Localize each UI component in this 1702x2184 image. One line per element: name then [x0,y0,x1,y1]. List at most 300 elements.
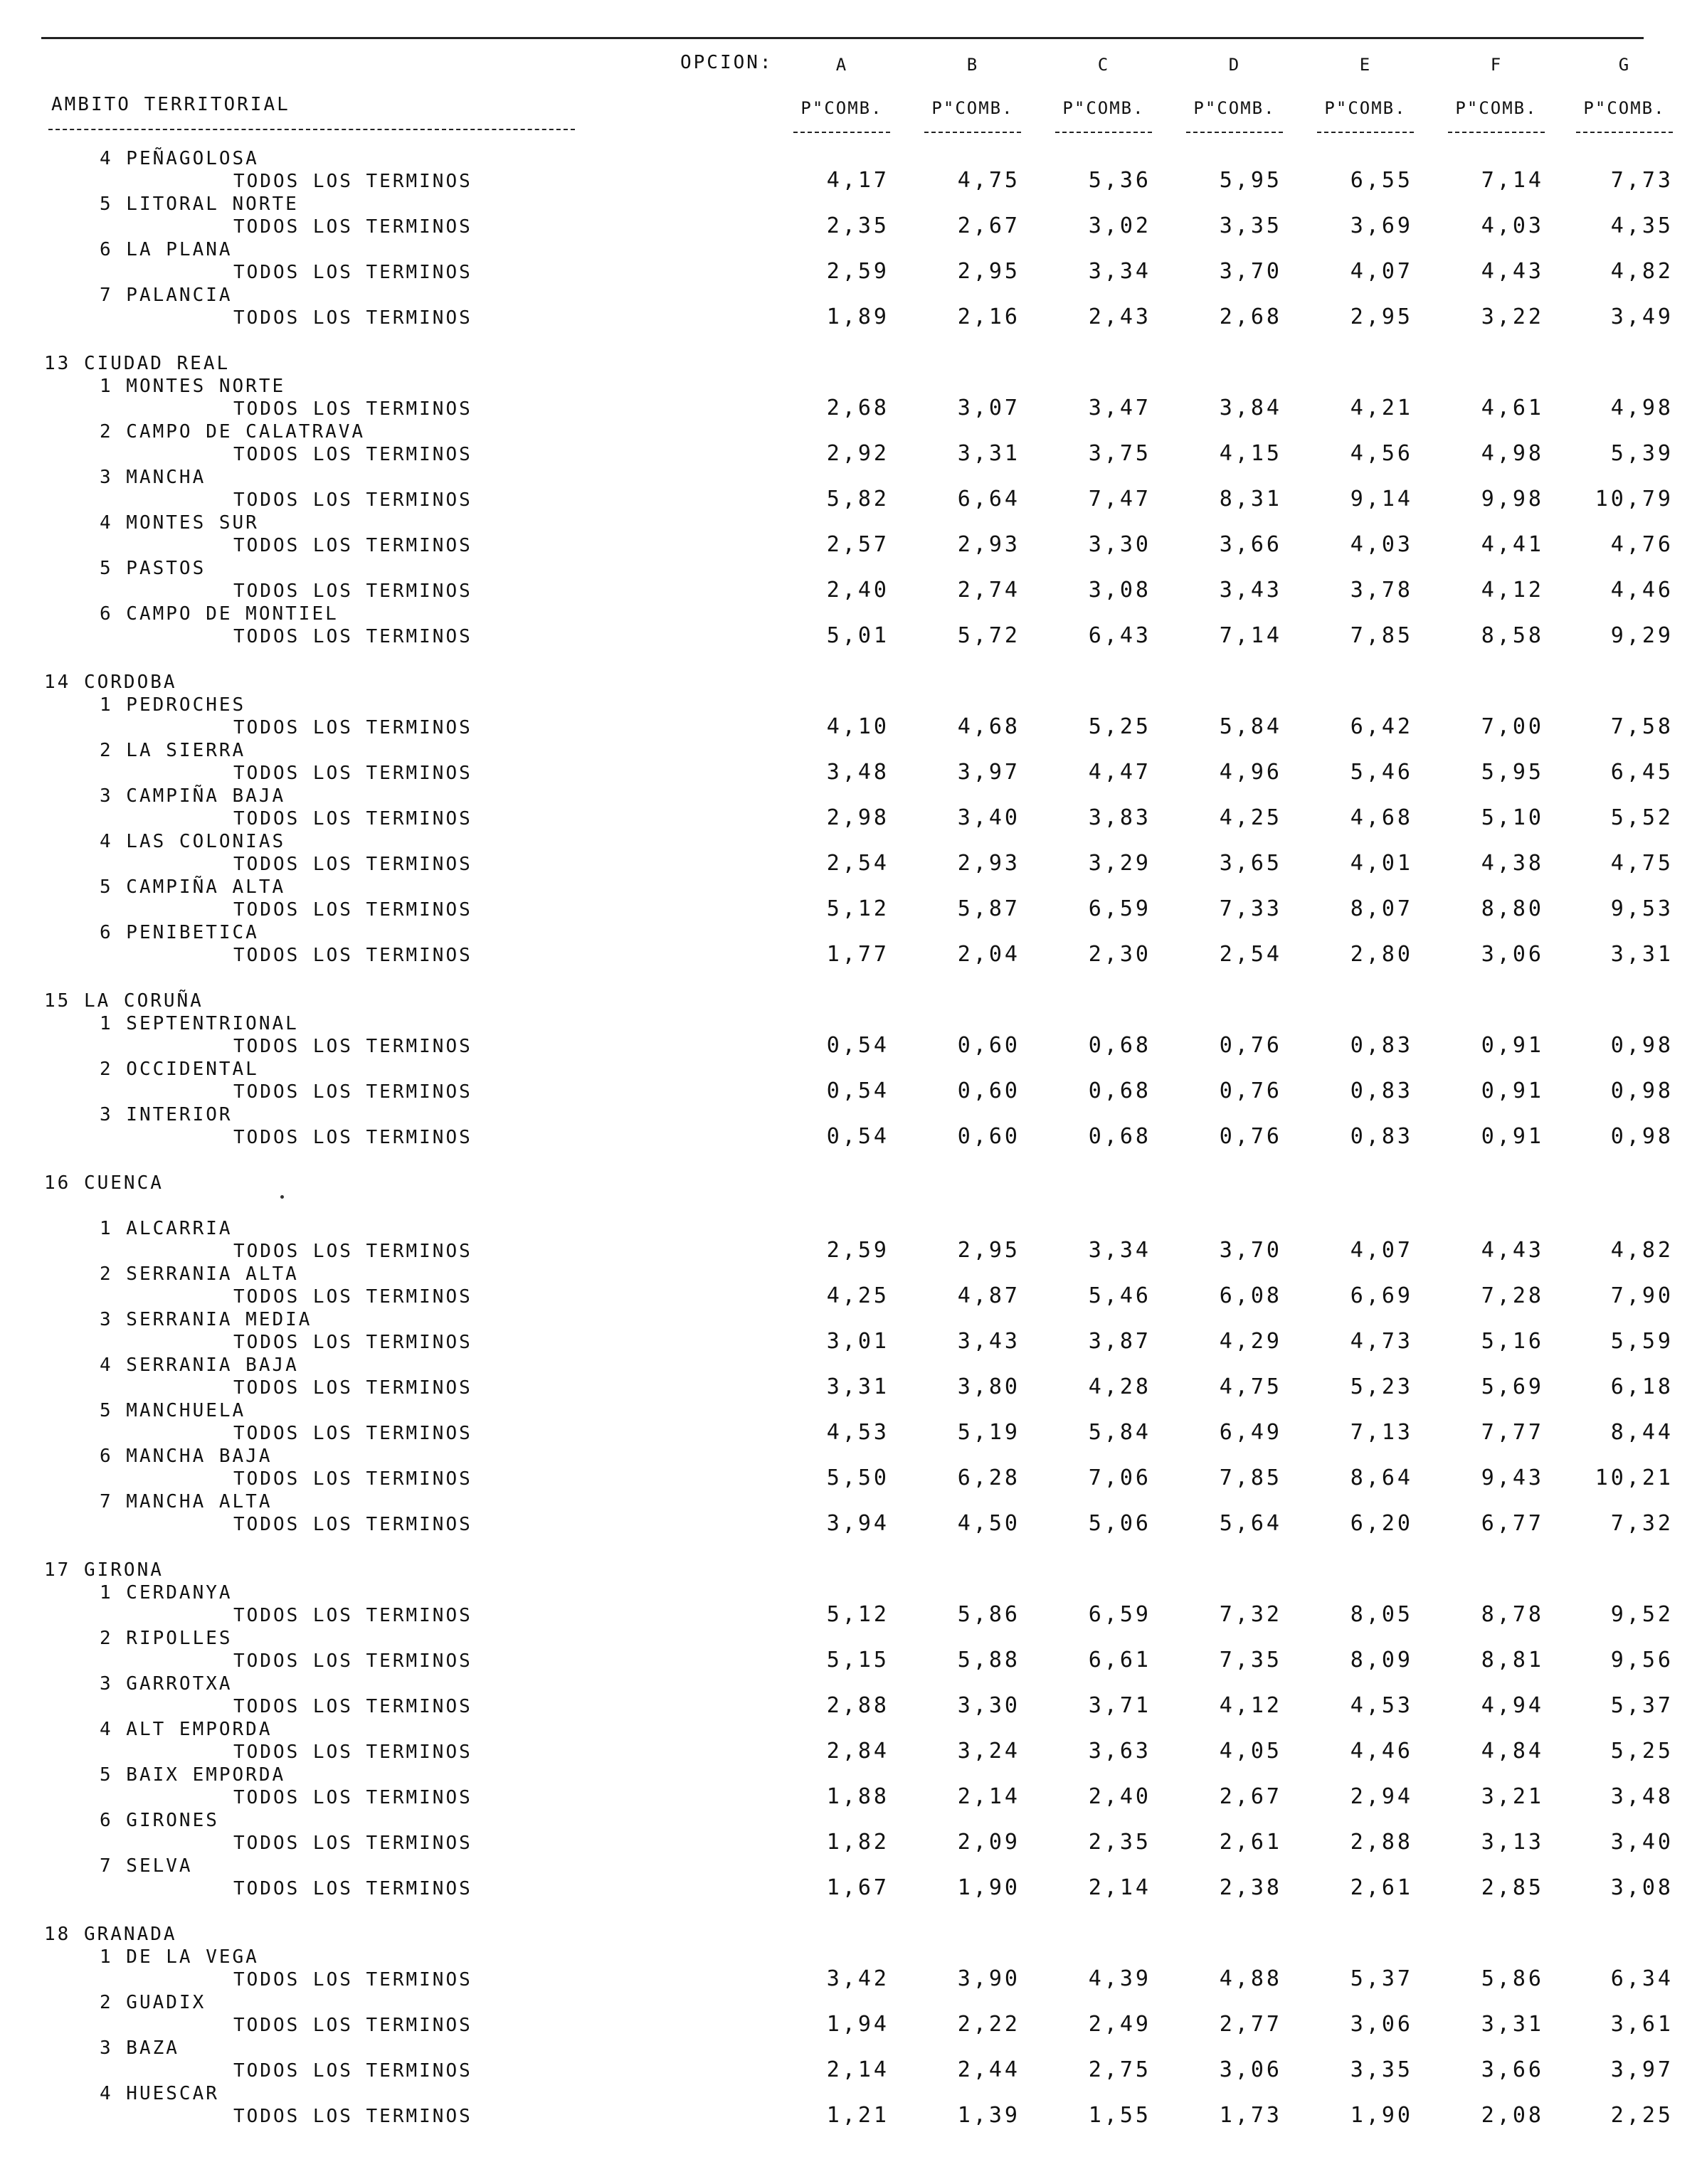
cell-value: 3,35 [1350,2057,1413,2082]
cell-value: 2,44 [957,2057,1020,2082]
cell-value: 7,14 [1481,168,1544,193]
comarca-label: 6 PENIBETICA [100,922,259,943]
row-label: TODOS LOS TERMINOS [233,1878,472,1899]
cell-value: 0,54 [826,1124,889,1149]
cell-value: 1,73 [1219,2103,1282,2128]
cell-value: 2,74 [957,578,1020,603]
comarca-label: 4 SERRANIA BAJA [100,1355,299,1376]
cell-value: 5,69 [1481,1374,1544,1399]
comarca-label: 1 PEDROCHES [100,694,246,716]
cell-value: 2,08 [1481,2103,1544,2128]
cell-value: 3,07 [957,396,1020,420]
comarca-label: 7 MANCHA ALTA [100,1491,273,1512]
cell-value: 2,35 [826,213,889,238]
cell-value: 2,09 [957,1830,1020,1855]
cell-value: 2,84 [826,1739,889,1764]
cell-value: 4,46 [1350,1739,1413,1764]
row-label: TODOS LOS TERMINOS [233,262,472,283]
cell-value: 7,47 [1088,487,1151,511]
cell-value: 1,90 [957,1875,1020,1900]
cell-value: 5,12 [826,896,889,921]
cell-value: 2,14 [826,2057,889,2082]
cell-value: 3,65 [1219,851,1282,876]
cell-value: 4,03 [1350,532,1413,557]
cell-value: 5,86 [957,1602,1020,1627]
row-label: TODOS LOS TERMINOS [233,1241,472,1262]
cell-value: 3,01 [826,1329,889,1354]
cell-value: 2,67 [957,213,1020,238]
cell-value: 7,58 [1610,714,1674,739]
row-label: TODOS LOS TERMINOS [233,535,472,556]
row-label: TODOS LOS TERMINOS [233,1286,472,1308]
cell-value: 6,18 [1610,1374,1674,1399]
cell-value: 2,93 [957,532,1020,557]
province-label: 16 CUENCA [44,1172,164,1194]
cell-value: 2,59 [826,259,889,284]
cell-value: 4,07 [1350,259,1413,284]
cell-value: 4,41 [1481,532,1544,557]
cell-value: 3,02 [1088,213,1151,238]
cell-value: 4,53 [1350,1693,1413,1718]
cell-value: 7,14 [1219,623,1282,648]
row-label: TODOS LOS TERMINOS [233,581,472,602]
column-underline [1186,132,1283,133]
comarca-label: 6 CAMPO DE MONTIEL [100,603,339,625]
cell-value: 4,25 [1219,805,1282,830]
cell-value: 5,95 [1219,168,1282,193]
cell-value: 4,56 [1350,441,1413,466]
row-label: TODOS LOS TERMINOS [233,489,472,511]
comarca-label: 3 INTERIOR [100,1104,233,1125]
cell-value: 0,98 [1610,1078,1674,1103]
cell-value: 3,61 [1610,2012,1674,2037]
column-underline [924,132,1021,133]
cell-value: 7,33 [1219,896,1282,921]
cell-value: 7,85 [1219,1465,1282,1490]
cell-value: 4,43 [1481,259,1544,284]
cell-value: 1,67 [826,1875,889,1900]
cell-value: 5,52 [1610,805,1674,830]
cell-value: 6,49 [1219,1420,1282,1445]
cell-value: 5,06 [1088,1511,1151,1536]
comarca-label: 1 SEPTENTRIONAL [100,1013,299,1034]
cell-value: 4,75 [1219,1374,1282,1399]
province-label: 15 LA CORUÑA [44,990,204,1012]
cell-value: 2,35 [1088,1830,1151,1855]
row-label: TODOS LOS TERMINOS [233,1514,472,1535]
cell-value: 8,80 [1481,896,1544,921]
cell-value: 1,90 [1350,2103,1413,2128]
cell-value: 3,43 [957,1329,1020,1354]
cell-value: 2,14 [957,1784,1020,1809]
comarca-label: 1 ALCARRIA [100,1218,233,1239]
row-label: TODOS LOS TERMINOS [233,171,472,192]
comarca-label: 3 BAZA [100,2037,179,2059]
row-label: TODOS LOS TERMINOS [233,1787,472,1808]
cell-value: 2,88 [826,1693,889,1718]
comarca-label: 5 BAIX EMPORDA [100,1764,286,1786]
comarca-label: 6 LA PLANA [100,239,233,260]
cell-value: 3,70 [1219,1238,1282,1263]
stray-dot [280,1195,284,1199]
cell-value: 4,05 [1219,1739,1282,1764]
cell-value: 2,61 [1350,1875,1413,1900]
cell-value: 4,07 [1350,1238,1413,1263]
cell-value: 4,73 [1350,1329,1413,1354]
cell-value: 2,61 [1219,1830,1282,1855]
cell-value: 3,70 [1219,259,1282,284]
comarca-label: 4 MONTES SUR [100,512,259,534]
cell-value: 8,44 [1610,1420,1674,1445]
comarca-label: 2 OCCIDENTAL [100,1059,259,1080]
cell-value: 0,54 [826,1078,889,1103]
cell-value: 8,78 [1481,1602,1544,1627]
cell-value: 4,28 [1088,1374,1151,1399]
cell-value: 2,30 [1088,942,1151,967]
cell-value: 8,31 [1219,487,1282,511]
row-label: TODOS LOS TERMINOS [233,1377,472,1399]
cell-value: 3,80 [957,1374,1020,1399]
cell-value: 0,60 [957,1033,1020,1058]
comarca-label: 7 PALANCIA [100,285,233,306]
cell-value: 2,75 [1088,2057,1151,2082]
row-label: TODOS LOS TERMINOS [233,1423,472,1444]
cell-value: 3,08 [1088,578,1151,603]
cell-value: 4,75 [1610,851,1674,876]
cell-value: 2,77 [1219,2012,1282,2037]
cell-value: 3,34 [1088,259,1151,284]
row-label: TODOS LOS TERMINOS [233,307,472,329]
row-label: TODOS LOS TERMINOS [233,1127,472,1148]
cell-value: 6,08 [1219,1283,1282,1308]
cell-value: 2,85 [1481,1875,1544,1900]
cell-value: 6,34 [1610,1966,1674,1991]
cell-value: 4,43 [1481,1238,1544,1263]
cell-value: 5,88 [957,1648,1020,1673]
cell-value: 1,82 [826,1830,889,1855]
cell-value: 5,86 [1481,1966,1544,1991]
cell-value: 3,84 [1219,396,1282,420]
cell-value: 4,01 [1350,851,1413,876]
cell-value: 0,98 [1610,1033,1674,1058]
cell-value: 4,21 [1350,396,1413,420]
cell-value: 2,54 [826,851,889,876]
cell-value: 1,21 [826,2103,889,2128]
cell-value: 3,78 [1350,578,1413,603]
cell-value: 4,46 [1610,578,1674,603]
cell-value: 8,81 [1481,1648,1544,1673]
cell-value: 7,06 [1088,1465,1151,1490]
cell-value: 6,45 [1610,760,1674,785]
cell-value: 3,30 [957,1693,1020,1718]
comarca-label: 4 HUESCAR [100,2083,219,2104]
cell-value: 5,37 [1350,1966,1413,1991]
cell-value: 3,87 [1088,1329,1151,1354]
cell-value: 8,05 [1350,1602,1413,1627]
cell-value: 1,94 [826,2012,889,2037]
cell-value: 5,39 [1610,441,1674,466]
row-label: TODOS LOS TERMINOS [233,1036,472,1057]
cell-value: 2,80 [1350,942,1413,967]
cell-value: 5,12 [826,1602,889,1627]
cell-value: 8,09 [1350,1648,1413,1673]
comarca-label: 3 CAMPIÑA BAJA [100,785,286,807]
cell-value: 7,13 [1350,1420,1413,1445]
cell-value: 4,61 [1481,396,1544,420]
cell-value: 5,84 [1219,714,1282,739]
column-subheader: P"COMB. [931,98,1014,118]
cell-value: 3,94 [826,1511,889,1536]
cell-value: 3,06 [1481,942,1544,967]
cell-value: 5,87 [957,896,1020,921]
cell-value: 3,47 [1088,396,1151,420]
row-label: TODOS LOS TERMINOS [233,2060,472,2082]
column-subheader: P"COMB. [800,98,883,118]
comarca-label: 6 GIRONES [100,1810,219,1831]
cell-value: 4,50 [957,1511,1020,1536]
cell-value: 3,30 [1088,532,1151,557]
cell-value: 2,04 [957,942,1020,967]
row-label: TODOS LOS TERMINOS [233,1468,472,1490]
cell-value: 3,06 [1350,2012,1413,2037]
cell-value: 7,28 [1481,1283,1544,1308]
row-label: TODOS LOS TERMINOS [233,1605,472,1626]
cell-value: 0,68 [1088,1124,1151,1149]
cell-value: 4,68 [957,714,1020,739]
cell-value: 0,91 [1481,1033,1544,1058]
cell-value: 5,23 [1350,1374,1413,1399]
cell-value: 1,77 [826,942,889,967]
cell-value: 4,76 [1610,532,1674,557]
cell-value: 4,15 [1219,441,1282,466]
cell-value: 5,25 [1088,714,1151,739]
cell-value: 10,21 [1595,1465,1674,1490]
cell-value: 0,98 [1610,1124,1674,1149]
comarca-label: 1 MONTES NORTE [100,376,286,397]
cell-value: 3,71 [1088,1693,1151,1718]
cell-value: 2,16 [957,304,1020,329]
cell-value: 9,29 [1610,623,1674,648]
cell-value: 5,84 [1088,1420,1151,1445]
cell-value: 4,39 [1088,1966,1151,1991]
cell-value: 3,49 [1610,304,1674,329]
row-label: TODOS LOS TERMINOS [233,1833,472,1854]
cell-value: 4,75 [957,168,1020,193]
row-label: TODOS LOS TERMINOS [233,216,472,238]
cell-value: 3,66 [1481,2057,1544,2082]
row-label: TODOS LOS TERMINOS [233,398,472,420]
cell-value: 5,01 [826,623,889,648]
cell-value: 5,16 [1481,1329,1544,1354]
cell-value: 3,69 [1350,213,1413,238]
cell-value: 4,25 [826,1283,889,1308]
cell-value: 3,97 [1610,2057,1674,2082]
cell-value: 3,66 [1219,532,1282,557]
cell-value: 4,47 [1088,760,1151,785]
column-letter: A [835,55,848,75]
cell-value: 2,98 [826,805,889,830]
cell-value: 6,28 [957,1465,1020,1490]
cell-value: 6,64 [957,487,1020,511]
cell-value: 0,83 [1350,1124,1413,1149]
cell-value: 4,82 [1610,1238,1674,1263]
cell-value: 4,88 [1219,1966,1282,1991]
top-rule [41,37,1644,39]
cell-value: 2,68 [826,396,889,420]
cell-value: 2,88 [1350,1830,1413,1855]
cell-value: 2,59 [826,1238,889,1263]
comarca-label: 4 LAS COLONIAS [100,831,286,852]
row-label: TODOS LOS TERMINOS [233,444,472,465]
cell-value: 2,43 [1088,304,1151,329]
cell-value: 5,95 [1481,760,1544,785]
cell-value: 4,96 [1219,760,1282,785]
cell-value: 9,52 [1610,1602,1674,1627]
cell-value: 4,98 [1610,396,1674,420]
cell-value: 2,95 [957,259,1020,284]
cell-value: 4,87 [957,1283,1020,1308]
cell-value: 2,40 [826,578,889,603]
column-letter: B [966,55,979,75]
cell-value: 0,68 [1088,1033,1151,1058]
row-label: TODOS LOS TERMINOS [233,899,472,921]
comarca-label: 7 SELVA [100,1855,193,1877]
cell-value: 7,85 [1350,623,1413,648]
cell-value: 3,35 [1219,213,1282,238]
cell-value: 6,42 [1350,714,1413,739]
cell-value: 3,34 [1088,1238,1151,1263]
cell-value: 3,40 [1610,1830,1674,1855]
province-label: 14 CORDOBA [44,672,177,693]
cell-value: 6,69 [1350,1283,1413,1308]
column-underline [1576,132,1673,133]
cell-value: 7,90 [1610,1283,1674,1308]
row-label: TODOS LOS TERMINOS [233,854,472,875]
cell-value: 3,22 [1481,304,1544,329]
cell-value: 2,93 [957,851,1020,876]
cell-value: 3,13 [1481,1830,1544,1855]
cell-value: 2,92 [826,441,889,466]
cell-value: 1,55 [1088,2103,1151,2128]
cell-value: 5,64 [1219,1511,1282,1536]
comarca-label: 2 CAMPO DE CALATRAVA [100,421,366,442]
cell-value: 6,55 [1350,168,1413,193]
cell-value: 9,56 [1610,1648,1674,1673]
cell-value: 5,46 [1088,1283,1151,1308]
cell-value: 3,21 [1481,1784,1544,1809]
cell-value: 7,73 [1610,168,1674,193]
cell-value: 7,35 [1219,1648,1282,1673]
cell-value: 5,46 [1350,760,1413,785]
cell-value: 2,57 [826,532,889,557]
cell-value: 5,59 [1610,1329,1674,1354]
column-letter: E [1359,55,1372,75]
column-letter: C [1097,55,1110,75]
cell-value: 2,40 [1088,1784,1151,1809]
comarca-label: 6 MANCHA BAJA [100,1446,273,1467]
cell-value: 9,43 [1481,1465,1544,1490]
cell-value: 2,94 [1350,1784,1413,1809]
row-label: TODOS LOS TERMINOS [233,1696,472,1717]
cell-value: 5,72 [957,623,1020,648]
province-label: 17 GIRONA [44,1559,164,1581]
cell-value: 3,63 [1088,1739,1151,1764]
comarca-label: 4 PEÑAGOLOSA [100,148,259,169]
cell-value: 3,48 [1610,1784,1674,1809]
cell-value: 4,29 [1219,1329,1282,1354]
cell-value: 2,68 [1219,304,1282,329]
row-label: TODOS LOS TERMINOS [233,1081,472,1103]
column-underline [1055,132,1152,133]
cell-value: 4,68 [1350,805,1413,830]
comarca-label: 1 DE LA VEGA [100,1946,259,1968]
column-subheader: P"COMB. [1455,98,1538,118]
comarca-label: 2 LA SIERRA [100,740,246,761]
comarca-label: 2 GUADIX [100,1992,206,2013]
cell-value: 4,03 [1481,213,1544,238]
row-label: TODOS LOS TERMINOS [233,1332,472,1353]
cell-value: 5,15 [826,1648,889,1673]
cell-value: 0,60 [957,1078,1020,1103]
cell-value: 7,00 [1481,714,1544,739]
comarca-label: 3 GARROTXA [100,1673,233,1695]
cell-value: 2,54 [1219,942,1282,967]
cell-value: 5,19 [957,1420,1020,1445]
cell-value: 6,20 [1350,1511,1413,1536]
cell-value: 5,50 [826,1465,889,1490]
cell-value: 3,06 [1219,2057,1282,2082]
cell-value: 5,36 [1088,168,1151,193]
cell-value: 8,58 [1481,623,1544,648]
cell-value: 3,40 [957,805,1020,830]
cell-value: 9,98 [1481,487,1544,511]
row-label: TODOS LOS TERMINOS [233,1969,472,1990]
column-letter: D [1228,55,1241,75]
row-label: TODOS LOS TERMINOS [233,626,472,647]
column-underline [1448,132,1545,133]
cell-value: 9,14 [1350,487,1413,511]
ambito-label: AMBITO TERRITORIAL [51,94,290,115]
cell-value: 0,91 [1481,1078,1544,1103]
cell-value: 2,95 [957,1238,1020,1263]
cell-value: 3,31 [957,441,1020,466]
comarca-label: 5 MANCHUELA [100,1400,246,1421]
cell-value: 8,64 [1350,1465,1413,1490]
cell-value: 3,43 [1219,578,1282,603]
row-label: TODOS LOS TERMINOS [233,763,472,784]
cell-value: 6,43 [1088,623,1151,648]
comarca-label: 2 SERRANIA ALTA [100,1263,299,1285]
column-subheader: P"COMB. [1193,98,1276,118]
cell-value: 2,95 [1350,304,1413,329]
cell-value: 3,08 [1610,1875,1674,1900]
cell-value: 0,68 [1088,1078,1151,1103]
cell-value: 3,31 [826,1374,889,1399]
column-subheader: P"COMB. [1583,98,1666,118]
cell-value: 2,38 [1219,1875,1282,1900]
cell-value: 5,37 [1610,1693,1674,1718]
cell-value: 1,88 [826,1784,889,1809]
cell-value: 5,25 [1610,1739,1674,1764]
row-label: TODOS LOS TERMINOS [233,717,472,738]
cell-value: 2,49 [1088,2012,1151,2037]
cell-value: 5,82 [826,487,889,511]
opcion-label: OPCION: [680,52,773,73]
cell-value: 1,89 [826,304,889,329]
cell-value: 6,61 [1088,1648,1151,1673]
cell-value: 7,77 [1481,1420,1544,1445]
cell-value: 3,48 [826,760,889,785]
